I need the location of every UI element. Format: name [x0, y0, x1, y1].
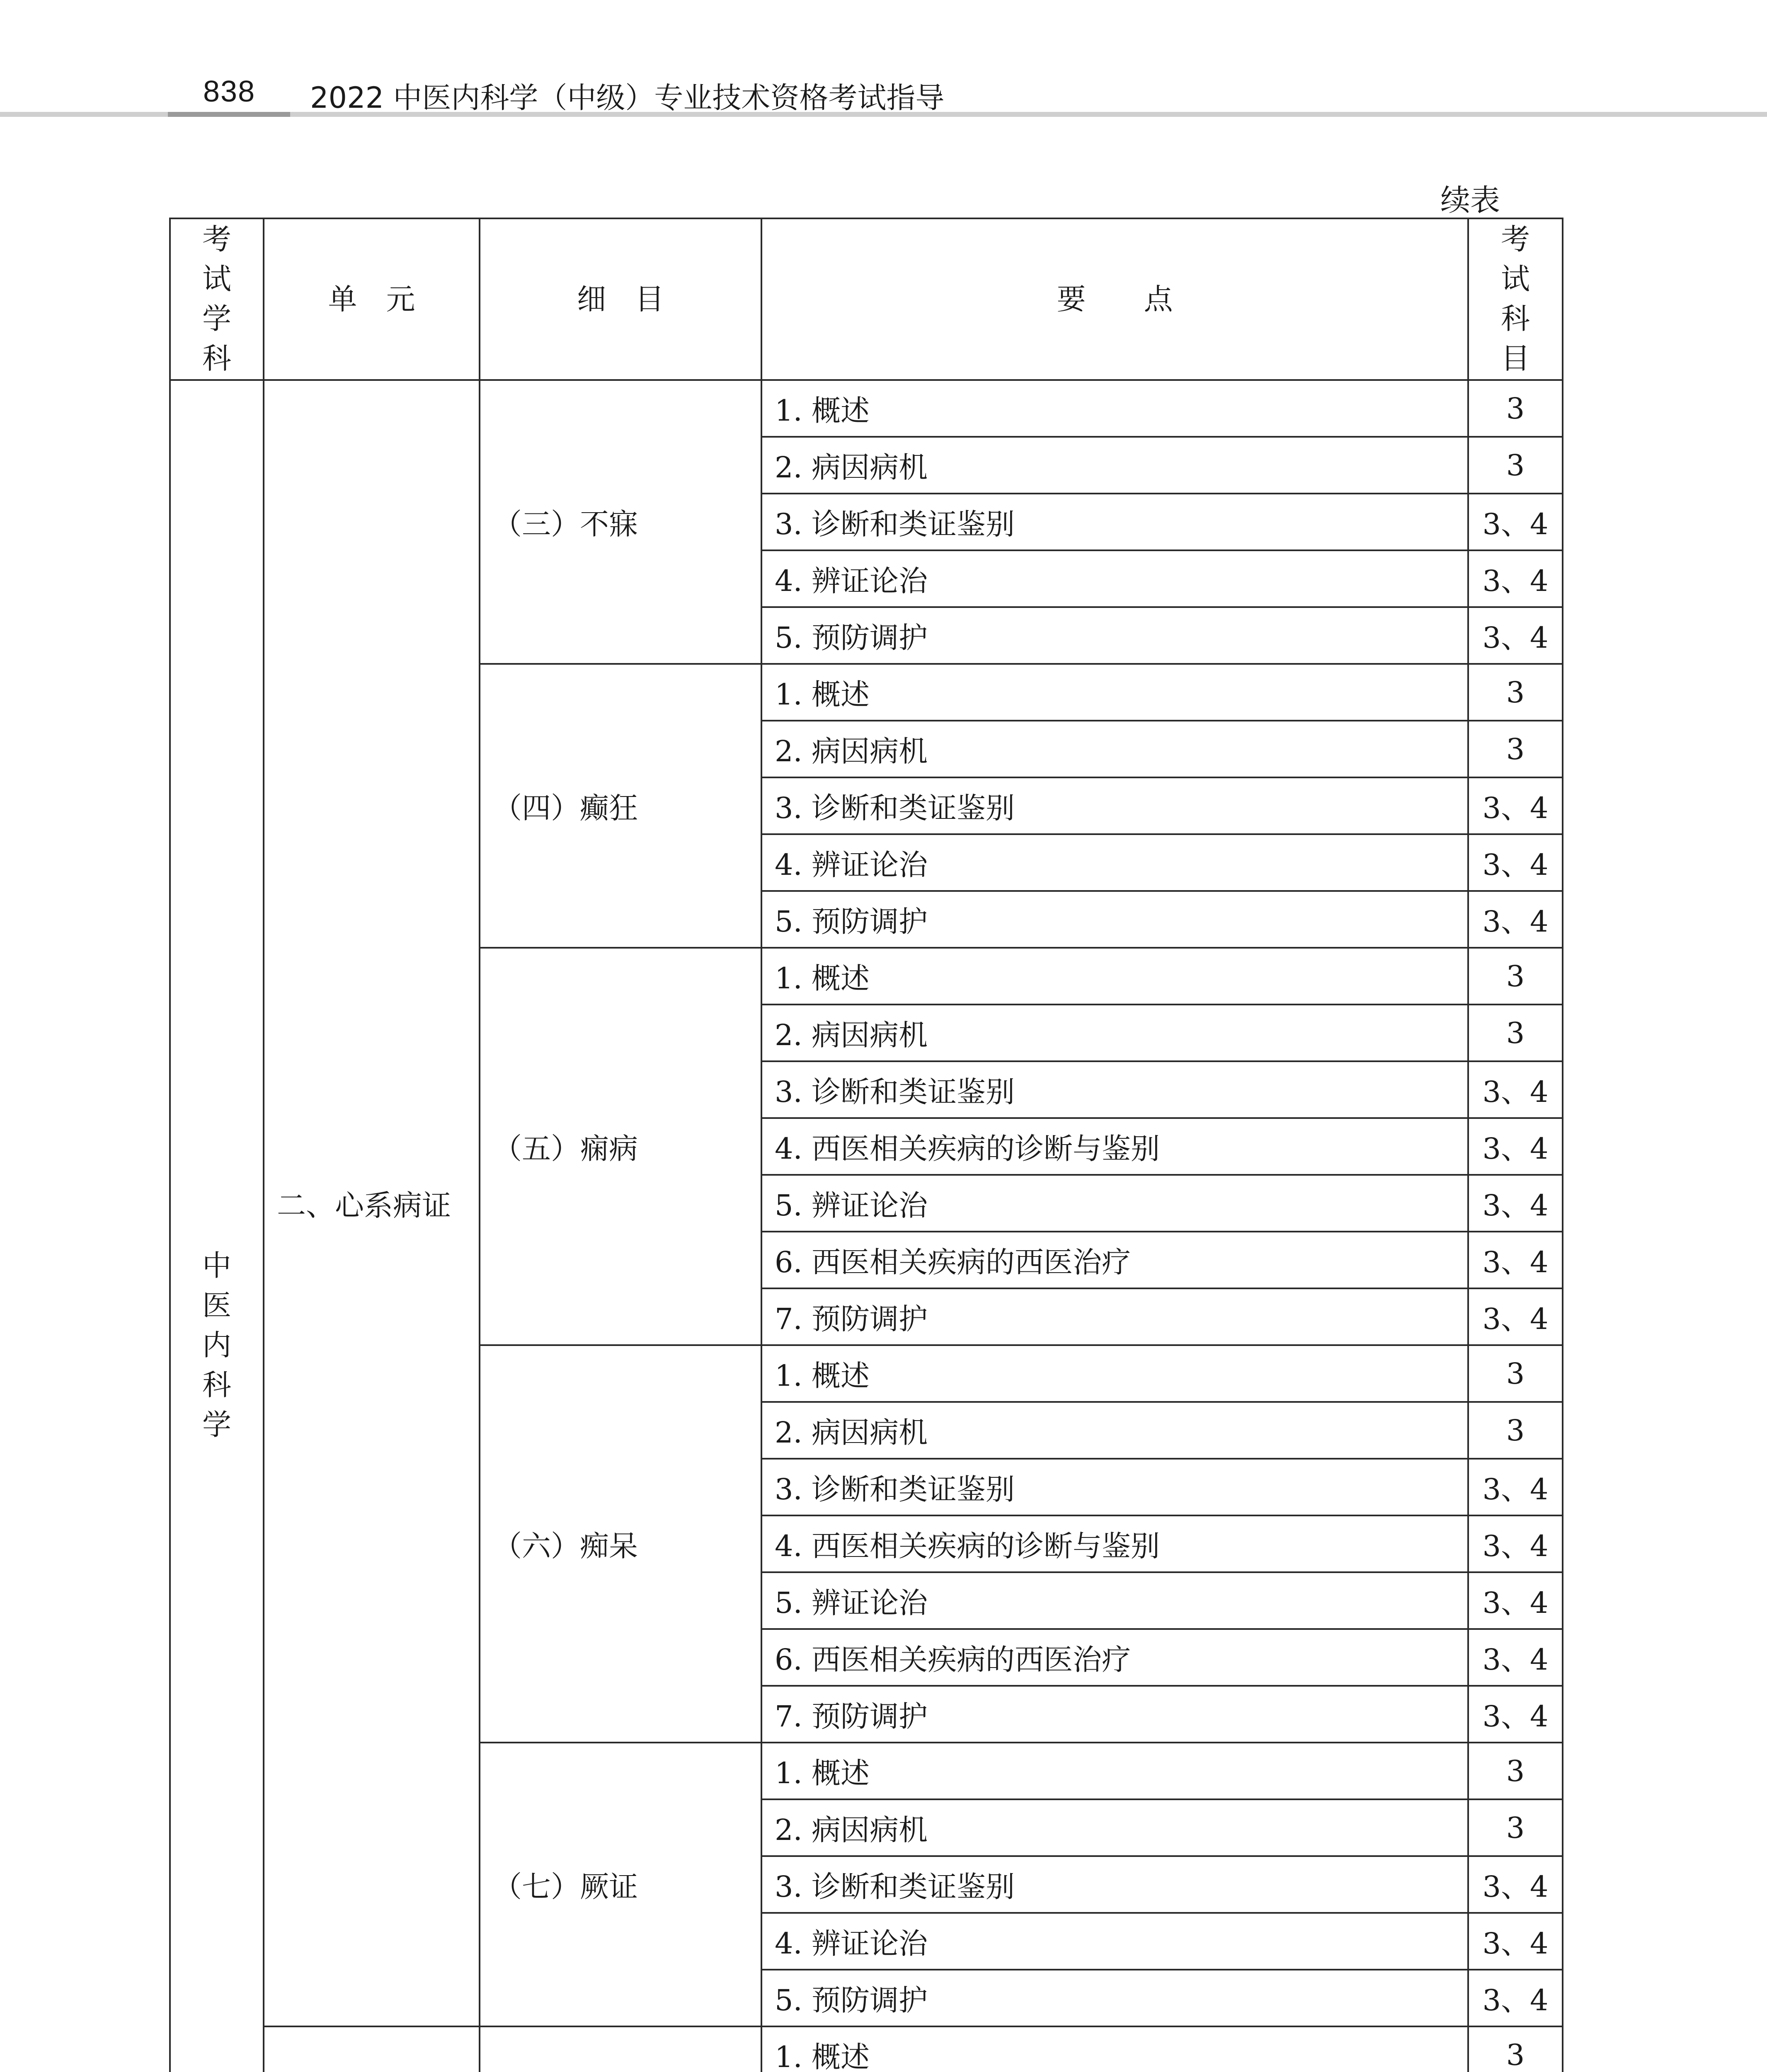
- point-cell: 3. 诊断和类证鉴别: [761, 1061, 1468, 1118]
- exam-cell: 3、4: [1468, 834, 1563, 891]
- point-cell: 2. 病因病机: [761, 721, 1468, 777]
- exam-cell: 3、4: [1468, 777, 1563, 834]
- page-number: 838: [203, 75, 256, 108]
- point-cell: 1. 概述: [761, 664, 1468, 721]
- exam-cell: 3: [1468, 1743, 1563, 1799]
- item-cell: （五）痫病: [480, 948, 761, 1345]
- item-cell: （六）痴呆: [480, 1345, 761, 1743]
- exam-cell: 3: [1468, 2026, 1563, 2072]
- exam-cell: 3: [1468, 948, 1563, 1005]
- exam-cell: 3、4: [1468, 1175, 1563, 1232]
- point-cell: 6. 西医相关疾病的西医治疗: [761, 1629, 1468, 1686]
- subject-cell: 中医内科学: [170, 380, 264, 2072]
- exam-cell: 3: [1468, 437, 1563, 494]
- exam-cell: 3、4: [1468, 1288, 1563, 1345]
- item-cell: （七）厥证: [480, 1743, 761, 2026]
- continued-label: 续表: [1440, 183, 1500, 218]
- point-cell: 3. 诊断和类证鉴别: [761, 1459, 1468, 1515]
- exam-cell: 3、4: [1468, 1118, 1563, 1175]
- point-cell: 5. 辨证论治: [761, 1572, 1468, 1629]
- exam-cell: 3、4: [1468, 1913, 1563, 1970]
- syllabus-table: [169, 218, 1563, 2072]
- col-header-exam: 考试科目: [1468, 218, 1563, 380]
- point-cell: 4. 辨证论治: [761, 1913, 1468, 1970]
- point-cell: 1. 概述: [761, 380, 1468, 437]
- point-cell: 2. 病因病机: [761, 1402, 1468, 1459]
- exam-cell: 3、4: [1468, 550, 1563, 607]
- point-cell: 5. 预防调护: [761, 607, 1468, 664]
- point-cell: 7. 预防调护: [761, 1686, 1468, 1743]
- point-cell: 2. 病因病机: [761, 437, 1468, 494]
- item-cell: （四）癫狂: [480, 664, 761, 948]
- exam-cell: 3、4: [1468, 891, 1563, 948]
- col-header-unit: 单 元: [264, 218, 480, 380]
- item-cell: [480, 2026, 761, 2072]
- exam-cell: 3: [1468, 380, 1563, 437]
- exam-cell: 3、4: [1468, 494, 1563, 550]
- exam-cell: 3: [1468, 721, 1563, 777]
- exam-cell: 3: [1468, 664, 1563, 721]
- point-cell: 3. 诊断和类证鉴别: [761, 494, 1468, 550]
- exam-cell: 3: [1468, 1799, 1563, 1856]
- col-header-item: 细 目: [480, 218, 761, 380]
- point-cell: 2. 病因病机: [761, 1005, 1468, 1061]
- exam-cell: 3、4: [1468, 1232, 1563, 1288]
- point-cell: 3. 诊断和类证鉴别: [761, 1856, 1468, 1913]
- exam-cell: 3、4: [1468, 1629, 1563, 1686]
- col-header-point: 要 点: [761, 218, 1468, 380]
- item-cell: （三）不寐: [480, 380, 761, 664]
- exam-cell: 3: [1468, 1402, 1563, 1459]
- table-body: [170, 380, 1563, 2072]
- point-cell: 3. 诊断和类证鉴别: [761, 777, 1468, 834]
- exam-cell: 3: [1468, 1005, 1563, 1061]
- point-cell: 1. 概述: [761, 2026, 1468, 2072]
- exam-cell: 3、4: [1468, 1061, 1563, 1118]
- exam-cell: 3: [1468, 1345, 1563, 1402]
- point-cell: 1. 概述: [761, 948, 1468, 1005]
- running-title: 2022 中医内科学（中级）专业技术资格考试指导: [310, 81, 945, 115]
- point-cell: 5. 预防调护: [761, 891, 1468, 948]
- unit-cell: [264, 2026, 480, 2072]
- point-cell: 4. 西医相关疾病的诊断与鉴别: [761, 1515, 1468, 1572]
- exam-cell: 3、4: [1468, 1459, 1563, 1515]
- exam-cell: 3、4: [1468, 1515, 1563, 1572]
- point-cell: 6. 西医相关疾病的西医治疗: [761, 1232, 1468, 1288]
- table-row: [170, 380, 1563, 437]
- point-cell: 4. 辨证论治: [761, 550, 1468, 607]
- point-cell: 1. 概述: [761, 1345, 1468, 1402]
- exam-cell: 3、4: [1468, 1970, 1563, 2026]
- exam-cell: 3、4: [1468, 1686, 1563, 1743]
- point-cell: 7. 预防调护: [761, 1288, 1468, 1345]
- point-cell: 4. 辨证论治: [761, 834, 1468, 891]
- point-cell: 1. 概述: [761, 1743, 1468, 1799]
- table-row: [170, 2026, 1563, 2072]
- point-cell: 5. 预防调护: [761, 1970, 1468, 2026]
- unit-cell: 二、心系病证: [264, 380, 480, 2026]
- col-header-subject: 考试学科: [170, 218, 264, 380]
- table-header-row: [170, 218, 1563, 380]
- exam-cell: 3、4: [1468, 1572, 1563, 1629]
- header-rule-accent: [168, 112, 290, 117]
- exam-cell: 3、4: [1468, 1856, 1563, 1913]
- point-cell: 2. 病因病机: [761, 1799, 1468, 1856]
- point-cell: 5. 辨证论治: [761, 1175, 1468, 1232]
- point-cell: 4. 西医相关疾病的诊断与鉴别: [761, 1118, 1468, 1175]
- exam-cell: 3、4: [1468, 607, 1563, 664]
